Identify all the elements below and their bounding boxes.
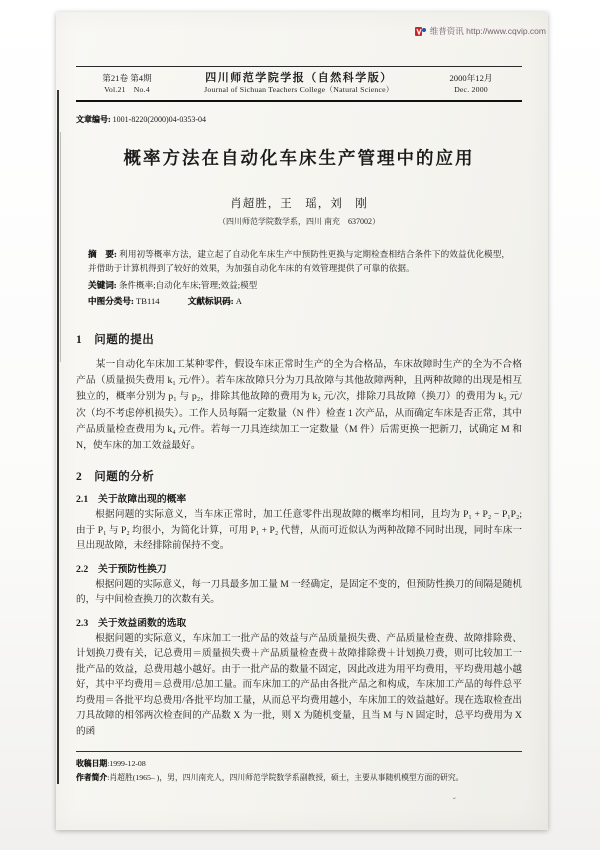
cqvip-logo-icon <box>415 26 426 37</box>
author-bio-value: :肖超胜(1965– )，男，四川南充人，四川师范学院数学系副教授，硕士，主要从事随机模型方面的研究。 <box>107 772 464 782</box>
clc-value: TB114 <box>136 296 160 306</box>
section-1-paragraph: 某一自动化车床加工某种零件，假设车床正常时生产的全为合格品，车床故障时生产的全为不合格产品（质量损失费用 k₁ 元/件）。若车床故障只分为刀具故障与其他故障两种，且两种故障的出现是相互独立的，概率分别为 p₁ 与 p₂，排除其他故障的费用为 k₂ 元/次，排除刀具故障（换刀）的费用为 k₃ 元/次（均不考虑停机损失）。工作人员每隔一定数量（N 件）检查 1 次产品，从而确定车床是否正常，其中产品质量检查费用为 k₄ 元/件。若每一刀具连续加工一定数量（M 件）后需更换一把新刀，试确定 M 和 N，使车床的加工效益最好。 <box>76 359 522 452</box>
subsection-2-2-text: 根据问题的实际意义，每一刀具最多加工量 M 一经确定，是固定不变的，但预防性换刀的间隔是随机的，与中间检查换刀的次数有关。 <box>76 578 522 606</box>
scan-speck-artifact: ˇ <box>452 797 456 808</box>
journal-name-cn: 四川师范学院学报（自然科学版） <box>205 72 393 84</box>
journal-name-en: Journal of Sichuan Teachers College（Natural Science） <box>204 85 394 94</box>
cqvip-watermark <box>415 25 546 37</box>
section-2-heading: 2 问题的分析 <box>76 471 155 484</box>
issue-en: Vol.21 No.4 <box>104 85 150 94</box>
abstract-label: 摘 要: <box>88 249 117 259</box>
abstract-block <box>76 247 522 275</box>
scanned-journal-page <box>56 12 548 830</box>
scan-edge-artifact <box>57 90 59 784</box>
subsection-2-3-heading: 2.3 关于效益函数的选取 <box>76 617 187 629</box>
subsection-2-2-heading: 2.2 关于预防性换刀 <box>76 563 167 575</box>
received-date-value: :1999-12-08 <box>107 759 146 769</box>
footer-notes <box>76 751 522 784</box>
classification-line <box>76 295 522 307</box>
date-cn: 2000年12月 <box>449 73 493 83</box>
scan-edge-artifact-2 <box>60 132 61 362</box>
abstract-text: 利用初等概率方法，建立起了自动化车床生产中预防性更换与定期检查相结合条件下的效益优化模型，并借助于计算机得到了较好的效果，为加强自动化车床的有效管理提供了可靠的依据。 <box>88 249 510 273</box>
article-number-value: 1001-8220(2000)04-0353-04 <box>112 115 206 124</box>
authors-line: 肖超胜，王 瑶，刘 刚 <box>230 198 368 210</box>
masthead-date <box>424 72 518 96</box>
journal-masthead <box>76 66 522 102</box>
author-bio-label: 作者简介 <box>76 772 108 782</box>
affiliation-line: （四川师范学院数学系，四川 南充 637002） <box>218 217 380 226</box>
clc-label: 中图分类号: <box>88 296 134 306</box>
keywords-text: 条件概率;自动化车床;管理;效益;模型 <box>118 280 258 290</box>
author-bio-line <box>76 771 522 785</box>
date-en: Dec. 2000 <box>454 85 488 94</box>
keywords-label: 关键词: <box>88 280 117 290</box>
subsection-2-1-heading: 2.1 关于故障出现的概率 <box>76 494 187 506</box>
received-date-label: 收稿日期 <box>76 759 108 769</box>
issue-cn: 第21卷 第4期 <box>102 73 152 83</box>
doc-code-value: A <box>235 296 242 306</box>
article-number-label: 文章编号: <box>76 115 111 124</box>
keywords-line <box>76 279 522 291</box>
masthead-journal <box>174 72 424 96</box>
received-date-line <box>76 757 522 771</box>
watermark-text: 维普资讯 http://www.cqvip.com <box>429 26 546 36</box>
doc-code-label: 文献标识码: <box>187 296 234 306</box>
section-1-heading: 1 问题的提出 <box>76 334 155 346</box>
article-number-line <box>76 114 522 125</box>
masthead-issue <box>80 72 174 96</box>
paper-title: 概率方法在自动化车床生产管理中的应用 <box>123 148 475 168</box>
subsection-2-3-text: 根据问题的实际意义，车床加工一批产品的效益与产品质量损失费、产品质量检查费、故障排除费、计划换刀费有关，记总费用＝质量损失费＋产品质量检查费＋故障排除费＋计划换刀费，则可比较加工一批产品的效益，总费用越小越好。由于一批产品的数量不固定，因此改进为用平均费用，平均费用越小越好，其中平均费用＝总费用/总加工量。而车床加工的产品由各批产品之和构成，车床加工产品的每件总平均费用＝各批平均总费用/各批平均加工量，从而总平均费用越小，车床加工的效益越好。现在选取检查出刀具故障的相邻两次检查间的产品数 X 为一批，则 X 为随机变量，且当 M 与 N 固定时，总平均费用为 X 的函 <box>76 632 522 737</box>
subsection-2-1-text: 根据问题的实际意义，当车床正常时，加工任意零件出现故障的概率均相同，且均为 P₁ + P₂ − P₁P₂; 由于 P₁ 与 P₂ 均很小，为简化计算，可用 P₁ + P₂ 代替，从而可近似认为两种故障不同时出现，同时车床一旦出现故障，未经排除前保持不变。 <box>76 509 522 552</box>
